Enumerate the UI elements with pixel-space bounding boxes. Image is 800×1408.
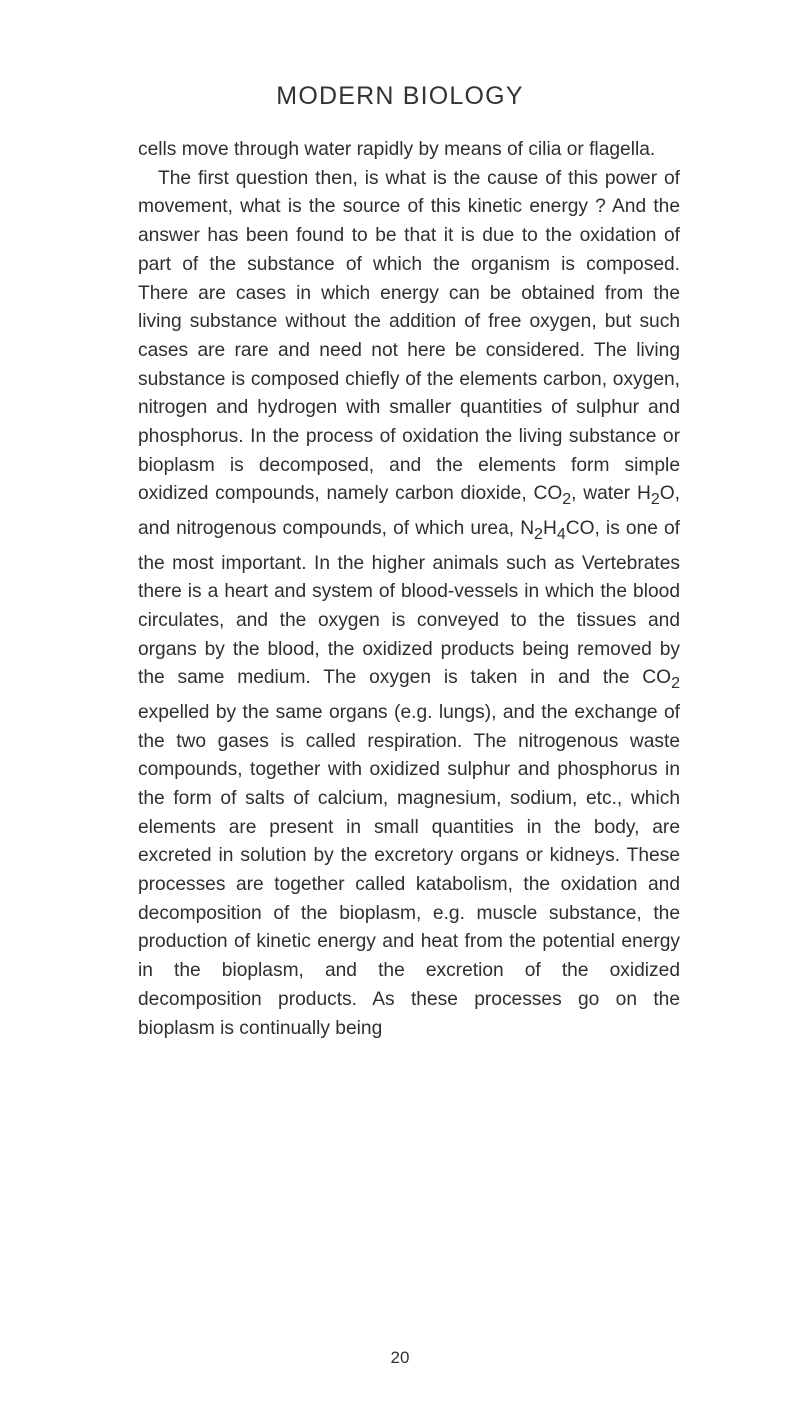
page-number: 20	[390, 1348, 410, 1367]
paragraph-continuation: cells move through water rapidly by means of cilia or flagella.	[138, 139, 656, 160]
text-run: O, and nitrogenous compounds, of which urea, N	[138, 483, 680, 539]
subscript: 2	[650, 491, 660, 509]
text-run: H	[542, 517, 557, 539]
subscript: 2	[562, 491, 572, 509]
paragraph-oxidation	[138, 165, 680, 1044]
text-run: , water H	[571, 483, 651, 505]
text-run: CO, is one of the most important. In the higher animals such as Vertebrates there is a heart and system of blood-vessels in which the blood circulates, and the oxygen is conveyed to the tissues and organs by the blood, the oxidized products being removed by the same medium. The oxygen is taken in and the CO	[138, 517, 680, 689]
text-run: The first question then, is what is the cause of this power of movement, what is the source of this kinetic energy ? And the answer has been found to be that it is due to the oxidation of part of the substance of which the organism is composed. There are cases in which energy can be obtained from the living substance without the addition of free oxygen, but such cases are rare and need not here be considered. The living substance is composed chiefly of the elements carbon, oxygen, nitrogen and hydrogen with smaller quantities of sulphur and phosphorus. In the process of oxidation the living substance or bioplasm is decomposed, and the elements form simple oxidized compounds, namely carbon dioxide, CO	[138, 167, 680, 505]
subscript: 2	[671, 675, 680, 693]
subscript: 4	[556, 525, 566, 543]
body-text	[138, 136, 680, 1043]
subscript: 2	[534, 525, 543, 543]
running-head-title: MODERN BIOLOGY	[276, 82, 524, 110]
text-run: expelled by the same organs (e.g. lungs), and the exchange of the two gases is called respiration. The nitrogenous waste compounds, together with oxidized sulphur and phosphorus in the form of salts of calcium, magnesium, sodium, etc., which elements are present in small quantities in the body, are excreted in solution by the excretory organs or kidneys. These processes are together called katabolism, the oxidation and decomposition of the bioplasm, e.g. muscle substance, the production of kinetic energy and heat from the potential energy in the bioplasm, and the excretion of the oxidized decomposition products. As these processes go on the bioplasm is continually being	[138, 701, 680, 1039]
